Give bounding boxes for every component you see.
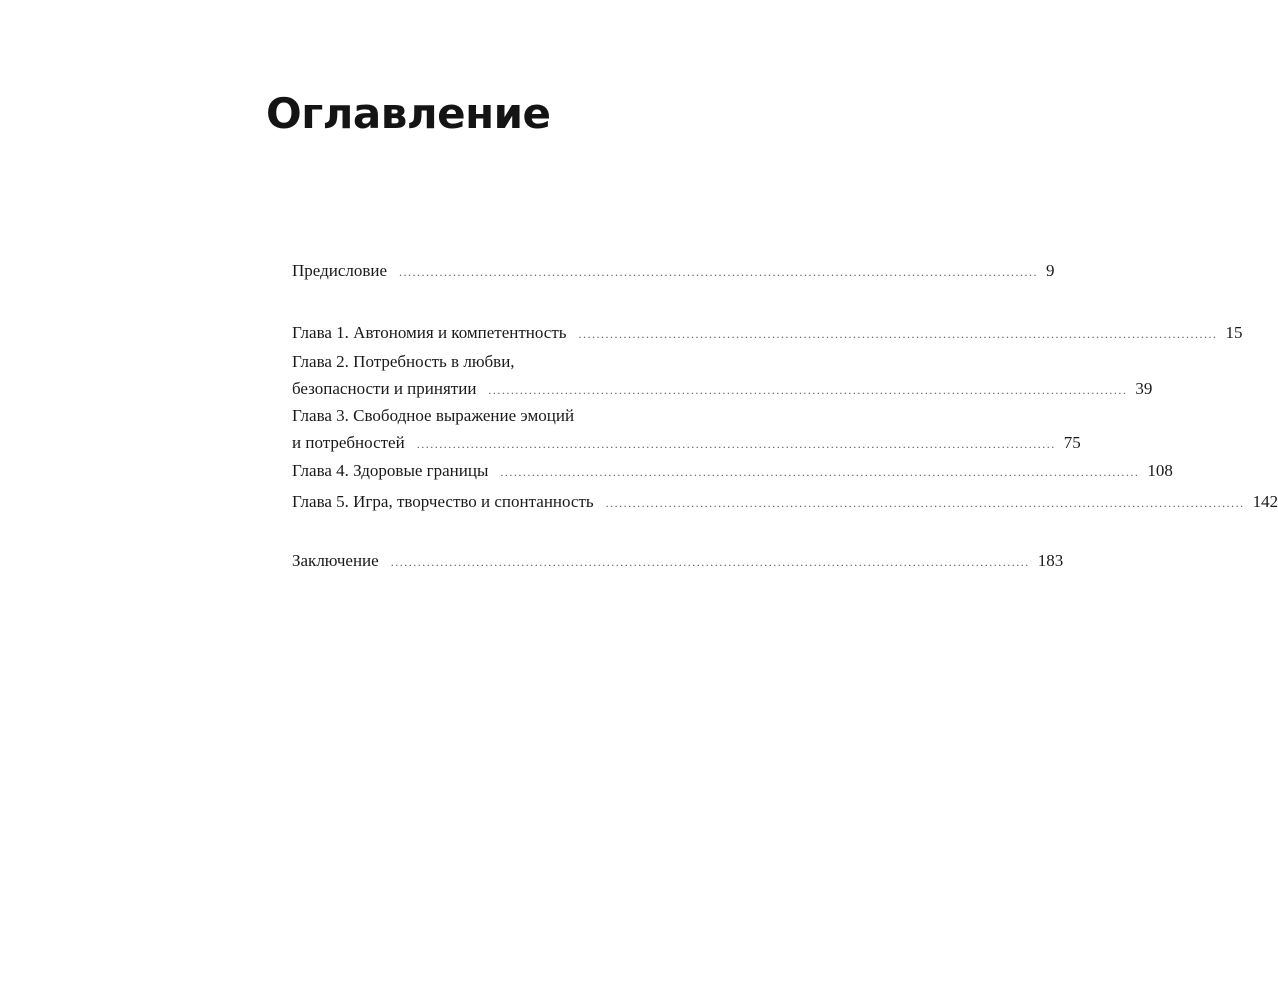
toc-entry-line — [292, 402, 734, 429]
toc-entry-line — [292, 457, 1173, 484]
toc-entry-line — [292, 319, 1243, 346]
toc-entry-page: 142 — [1252, 492, 1278, 511]
toc-entry-line — [292, 348, 734, 375]
toc-entry-line — [292, 429, 1081, 456]
dot-leader: .............................................................................................................................................. — [399, 265, 1039, 279]
toc-entry-title: Предисловие — [292, 261, 388, 280]
toc-entry-chapter-3[interactable] — [292, 402, 1081, 456]
toc-entry-chapter-2[interactable] — [292, 348, 1153, 402]
dot-leader: .............................................................................................................................................. — [500, 465, 1140, 479]
toc-entry-page: 39 — [1135, 379, 1153, 398]
dot-leader: .............................................................................................................................................. — [390, 555, 1030, 569]
toc-entry-page: 15 — [1225, 323, 1243, 342]
toc-entry-title: Заключение — [292, 551, 379, 570]
toc-entry-line — [292, 257, 1055, 284]
toc-entry-title-cont: безопасности и принятии — [292, 379, 477, 398]
toc-entry-page: 75 — [1063, 433, 1081, 452]
toc-entry-title: Глава 3. Свободное выражение эмоций — [292, 406, 575, 425]
toc-entry-title: Глава 4. Здоровые границы — [292, 461, 489, 480]
toc-entry-preface[interactable] — [292, 257, 1055, 284]
toc-entry-chapter-5[interactable] — [292, 488, 1278, 515]
dot-leader: .............................................................................................................................................. — [578, 327, 1218, 341]
toc-entry-chapter-1[interactable] — [292, 319, 1243, 346]
dot-leader: .............................................................................................................................................. — [416, 437, 1056, 451]
toc-entry-title: Глава 1. Автономия и компетентность — [292, 323, 567, 342]
toc-entry-title-cont: и потребностей — [292, 433, 405, 452]
toc-entry-line — [292, 488, 1278, 515]
toc-entry-line — [292, 547, 1064, 574]
dot-leader: .............................................................................................................................................. — [488, 383, 1128, 397]
toc-entry-title: Глава 2. Потребность в любви, — [292, 352, 515, 371]
toc-entry-chapter-4[interactable] — [292, 457, 1173, 484]
toc-entry-page: 108 — [1147, 461, 1173, 480]
dot-leader: .............................................................................................................................................. — [605, 496, 1245, 510]
toc-entry-page: 183 — [1037, 551, 1064, 570]
toc-entry-conclusion[interactable] — [292, 547, 1064, 574]
toc-entry-title: Глава 5. Игра, творчество и спонтанность — [292, 492, 594, 511]
toc-entry-page: 9 — [1046, 261, 1055, 280]
toc-entry-line — [292, 375, 1153, 402]
page-title: Оглавление — [266, 89, 551, 138]
